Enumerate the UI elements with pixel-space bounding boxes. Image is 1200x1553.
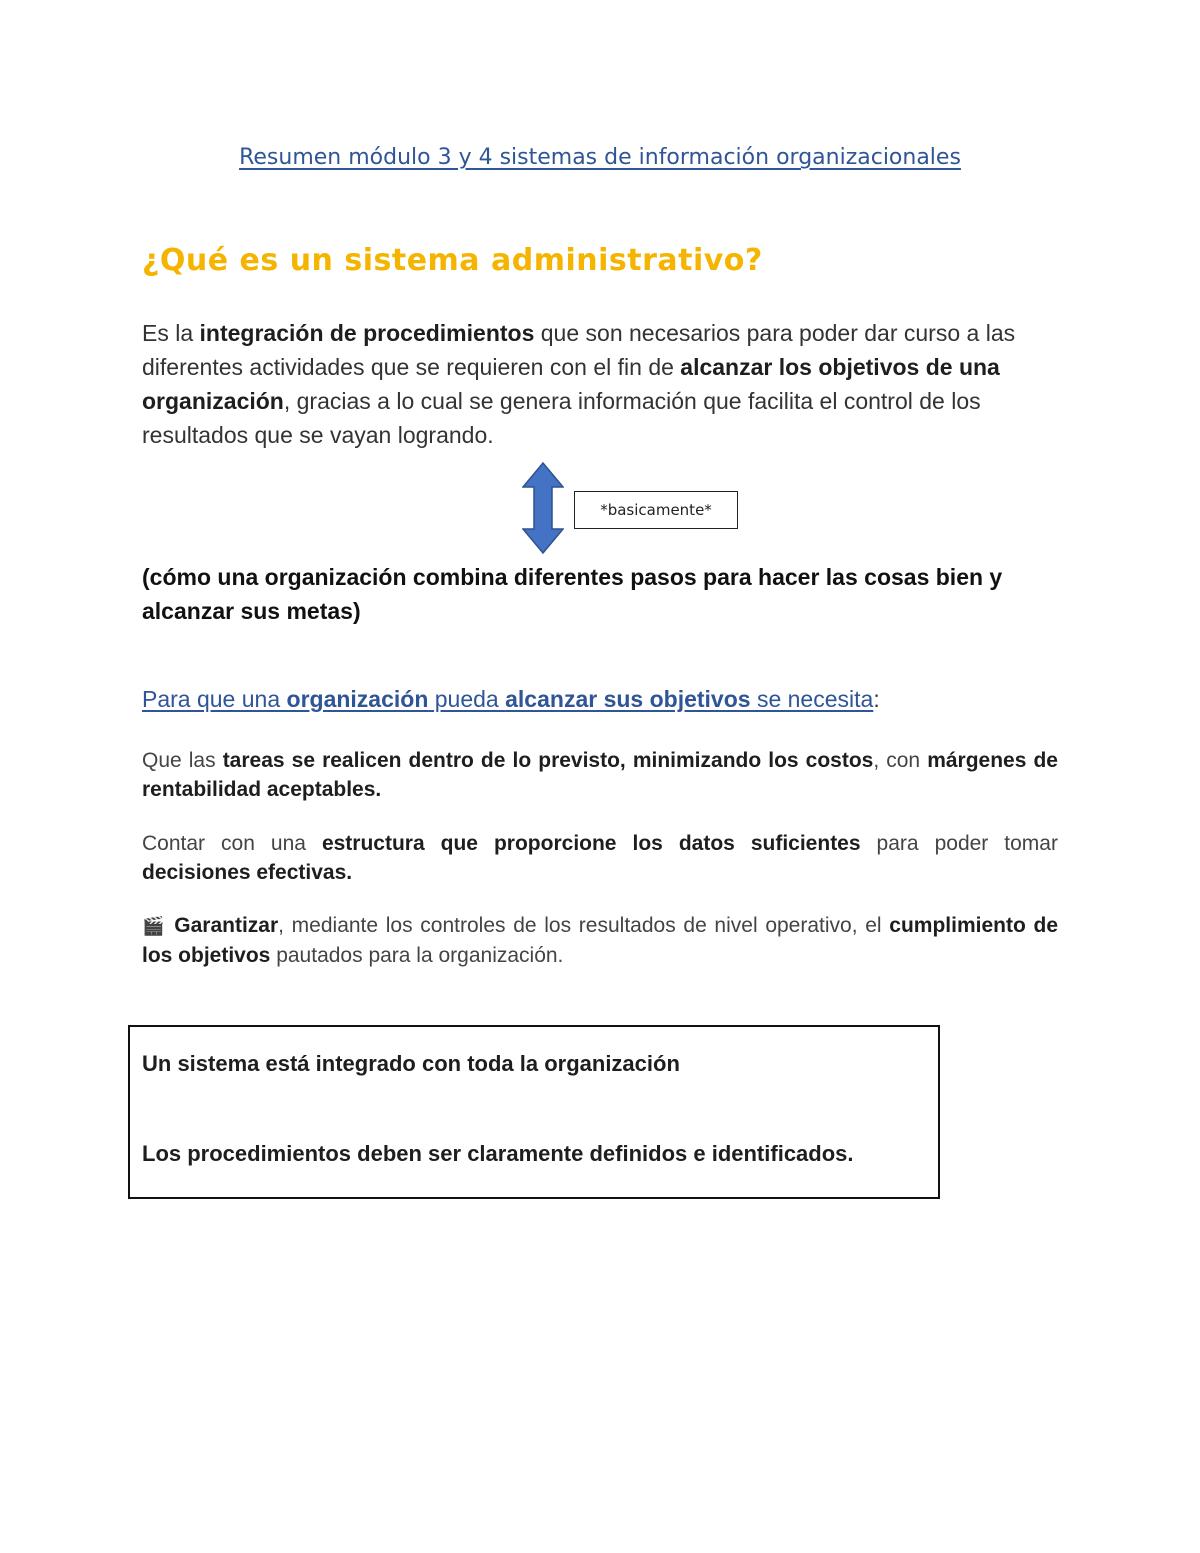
requirement-2-bold-b: estructura que proporcione los datos suficientes [321, 832, 861, 855]
definition-text-2: que son necesarios para poder dar curso a las diferentes actividades que se requieren con el fin de [142, 320, 1016, 380]
subheading-bold-1: organización [286, 686, 429, 712]
definition-bold-1: integración de procedimientos [199, 320, 535, 346]
subheading-bold-2: alcanzar sus objetivos [505, 686, 751, 712]
subheading-text-3: se necesita [750, 686, 874, 712]
definition-text-3: , gracias a lo cual se genera información que facilita el control de los resultados que se vayan logrando. [142, 388, 981, 448]
requirement-2 [142, 829, 1058, 887]
document-title: Resumen módulo 3 y 4 sistemas de información organizacionales [239, 145, 961, 170]
requirement-3-text-d: pautados para la organización. [270, 944, 564, 967]
subheading-text-1: Para que una [142, 686, 287, 712]
requirement-3-bold-c: cumplimiento de los objetivos [142, 914, 1058, 967]
requirement-3-text-b: , mediante los controles de los resultados de nivel operativo, el [278, 914, 890, 937]
requirement-2-bold-d: decisiones efectivas. [142, 861, 353, 884]
summary-paragraph: (cómo una organización combina diferentes pasos para hacer las cosas bien y alcanzar sus metas) [142, 564, 1003, 624]
requirements-subheading [142, 686, 880, 713]
requirement-1-text-a: Que las [142, 749, 223, 772]
callout-box: *basicamente* [574, 491, 738, 529]
requirement-2-text-c: para poder tomar [860, 832, 1058, 855]
section-heading: ¿Qué es un sistema administrativo? [142, 243, 763, 278]
definition-text-1: Es la [142, 320, 200, 346]
clapperboard-icon: 🎬 [142, 916, 167, 936]
requirement-1-bold-d: márgenes de rentabilidad aceptables. [142, 749, 1058, 801]
subheading-colon: : [873, 686, 880, 712]
definition-paragraph [142, 316, 1062, 452]
requirement-1 [142, 746, 1058, 804]
box-line-2: Los procedimientos deben ser claramente definidos e identificados. [142, 1141, 854, 1166]
requirement-2-text-a: Contar con una [142, 832, 322, 855]
requirement-3 [142, 911, 1058, 970]
subheading-text-2: pueda [428, 686, 506, 712]
box-line-1: Un sistema está integrado con toda la organización [142, 1051, 680, 1076]
requirement-1-text-c: , con [873, 749, 928, 772]
requirement-3-bold-a: Garantizar [174, 914, 279, 937]
requirement-1-bold-b: tareas se realicen dentro de lo previsto, minimizando los costos [222, 749, 874, 772]
definition-bold-2: alcanzar los objetivos de una organización [142, 354, 1000, 414]
double-arrow-icon [522, 462, 564, 554]
